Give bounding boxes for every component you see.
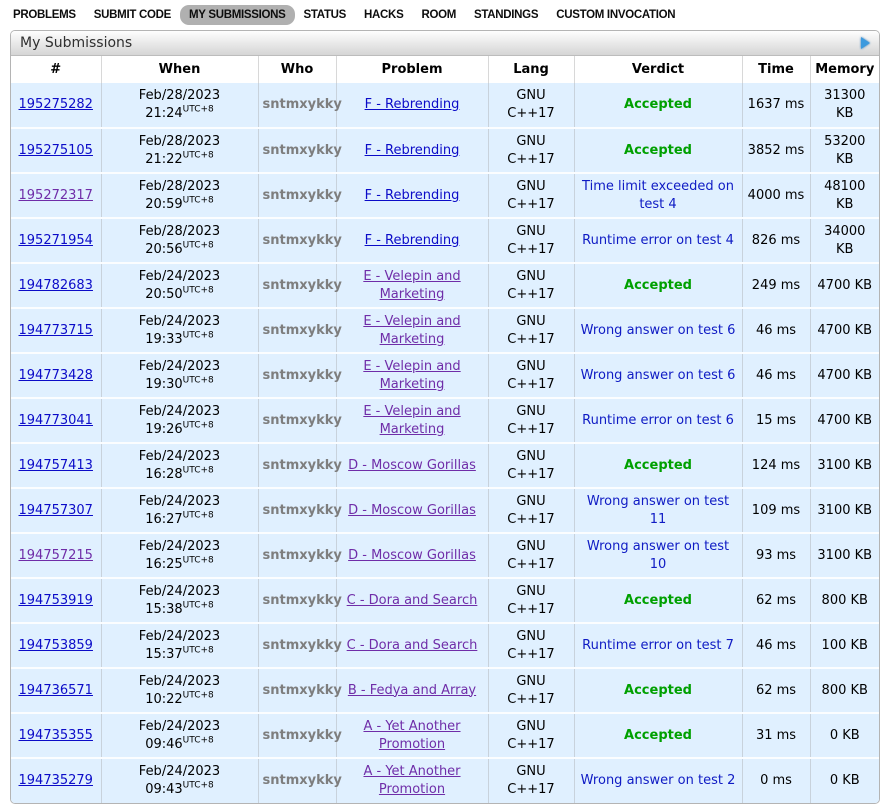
submission-lang: GNU C++17 (488, 578, 574, 623)
table-row (11, 173, 879, 218)
expand-arrow-icon[interactable] (861, 37, 870, 49)
submission-when (101, 578, 258, 623)
problem-link[interactable]: E - Velepin and Marketing (363, 313, 461, 347)
memory-used: 4700 KB (810, 263, 879, 308)
header-memory: Memory (810, 56, 879, 83)
verdict-text[interactable]: Accepted (624, 727, 692, 743)
problem-link[interactable]: C - Dora and Search (346, 592, 478, 608)
execution-time: 1637 ms (742, 83, 810, 128)
submission-time: $16:25^{UTC+8}$ (145, 555, 214, 572)
submission-author[interactable]: sntmxykky (262, 727, 342, 743)
submission-id-link[interactable]: 195271954 (18, 232, 93, 248)
submission-author[interactable]: sntmxykky (262, 142, 342, 158)
submission-when (101, 173, 258, 218)
submission-date: Feb/24/2023 (138, 403, 221, 419)
submission-when (101, 713, 258, 758)
submission-date: Feb/24/2023 (138, 583, 221, 599)
submission-lang: GNU C++17 (488, 83, 574, 128)
submission-when (101, 218, 258, 263)
verdict-text[interactable]: Accepted (624, 97, 692, 112)
verdict-text[interactable]: Accepted (624, 592, 692, 608)
submission-id-link[interactable]: 194753859 (18, 637, 93, 653)
execution-time: 15 ms (742, 398, 810, 443)
table-row (11, 218, 879, 263)
submission-lang: GNU C++17 (488, 443, 574, 488)
execution-time: 46 ms (742, 353, 810, 398)
submission-time: $21:24^{UTC+8}$ (145, 104, 214, 121)
submission-lang: GNU C++17 (488, 533, 574, 578)
submission-lang: GNU C++17 (488, 353, 574, 398)
submission-id-link[interactable]: 195275282 (18, 97, 93, 112)
submission-date: Feb/24/2023 (138, 718, 221, 734)
memory-used: 100 KB (810, 623, 879, 668)
submission-lang: GNU C++17 (488, 128, 574, 173)
table-row (11, 623, 879, 668)
submission-author[interactable]: sntmxykky (262, 367, 342, 383)
submission-date: Feb/24/2023 (138, 358, 221, 374)
nav-item-custom-invocation[interactable]: CUSTOM INVOCATION (556, 9, 676, 21)
memory-used: 4700 KB (810, 308, 879, 353)
execution-time: 62 ms (742, 668, 810, 713)
header-time: Time (742, 56, 810, 83)
memory-used: 4700 KB (810, 398, 879, 443)
table-row (11, 713, 879, 758)
my-submissions-widget (10, 30, 880, 804)
table-row (11, 578, 879, 623)
submission-when (101, 398, 258, 443)
verdict-text[interactable]: Accepted (624, 682, 692, 698)
submission-author[interactable]: sntmxykky (262, 232, 342, 248)
problem-link[interactable]: E - Velepin and Marketing (363, 268, 461, 302)
execution-time: 0 ms (742, 758, 810, 803)
submission-id-link[interactable]: 194757413 (18, 457, 93, 473)
submission-date: Feb/28/2023 (138, 133, 221, 149)
submission-date: Feb/28/2023 (138, 223, 221, 239)
nav-item-status[interactable]: STATUS (303, 9, 347, 21)
submission-author[interactable]: sntmxykky (262, 187, 342, 203)
submission-author[interactable]: sntmxykky (262, 502, 342, 518)
header-problem: Problem (336, 56, 488, 83)
submission-time: $16:27^{UTC+8}$ (145, 510, 214, 527)
table-row (11, 758, 879, 803)
submission-time: $09:43^{UTC+8}$ (145, 780, 214, 797)
submission-when (101, 353, 258, 398)
problem-link[interactable]: D - Moscow Gorillas (348, 457, 476, 473)
submission-time: $09:46^{UTC+8}$ (145, 735, 214, 752)
submission-lang: GNU C++17 (488, 713, 574, 758)
execution-time: 124 ms (742, 443, 810, 488)
submission-lang: GNU C++17 (488, 398, 574, 443)
submission-time: $16:28^{UTC+8}$ (145, 465, 214, 482)
submission-id-link[interactable]: 194757215 (18, 547, 93, 563)
problem-link[interactable]: D - Moscow Gorillas (348, 547, 476, 563)
execution-time: 109 ms (742, 488, 810, 533)
problem-link[interactable]: B - Fedya and Array (347, 682, 477, 698)
header-when: When (101, 56, 258, 83)
submission-when (101, 668, 258, 713)
memory-used: 53200 KB (810, 128, 879, 173)
submission-date: Feb/28/2023 (138, 88, 221, 103)
submission-author[interactable]: sntmxykky (262, 637, 342, 653)
submission-when (101, 623, 258, 668)
submission-id-link[interactable]: 194735279 (18, 773, 93, 788)
submission-date: Feb/28/2023 (138, 178, 221, 194)
memory-used: 3100 KB (810, 488, 879, 533)
submission-when (101, 308, 258, 353)
submission-when (101, 758, 258, 803)
problem-link[interactable]: E - Velepin and Marketing (363, 358, 461, 392)
submission-lang: GNU C++17 (488, 623, 574, 668)
submission-id-link[interactable]: 194736571 (18, 682, 93, 698)
submission-author[interactable]: sntmxykky (262, 322, 342, 338)
table-row (11, 443, 879, 488)
verdict-text[interactable]: Runtime error on test 6 (582, 412, 734, 428)
execution-time: 3852 ms (742, 128, 810, 173)
verdict-text[interactable]: Runtime error on test 7 (582, 637, 734, 653)
submission-id-link[interactable]: 194773041 (18, 412, 93, 428)
submission-time: $20:59^{UTC+8}$ (145, 195, 214, 212)
submission-lang: GNU C++17 (488, 308, 574, 353)
memory-used: 3100 KB (810, 533, 879, 578)
execution-time: 46 ms (742, 623, 810, 668)
submission-lang: GNU C++17 (488, 758, 574, 803)
table-row (11, 308, 879, 353)
contest-nav (0, 0, 890, 30)
problem-link[interactable]: E - Velepin and Marketing (363, 403, 461, 437)
execution-time: 46 ms (742, 308, 810, 353)
submission-id-link[interactable]: 195272317 (18, 187, 93, 203)
table-row (11, 488, 879, 533)
submission-date: Feb/24/2023 (138, 673, 221, 689)
submission-id-link[interactable]: 194782683 (18, 277, 93, 293)
header-id: # (11, 56, 101, 83)
verdict-text[interactable]: Accepted (624, 457, 692, 473)
submission-when (101, 263, 258, 308)
submission-time: $15:37^{UTC+8}$ (145, 645, 214, 662)
header-verdict: Verdict (574, 56, 742, 83)
nav-item-submit-code[interactable]: SUBMIT CODE (93, 9, 171, 21)
verdict-text[interactable]: Wrong answer on test 10 (586, 538, 730, 572)
execution-time: 31 ms (742, 713, 810, 758)
submission-when (101, 443, 258, 488)
memory-used: 31300 KB (810, 83, 879, 128)
nav-item-room[interactable]: ROOM (421, 9, 457, 21)
memory-used: 34000 KB (810, 218, 879, 263)
verdict-text[interactable]: Wrong answer on test 6 (580, 322, 736, 338)
submission-author[interactable]: sntmxykky (262, 592, 342, 608)
problem-link[interactable]: A - Yet Another Promotion (363, 764, 461, 797)
submission-time: $19:30^{UTC+8}$ (145, 375, 214, 392)
header-lang: Lang (488, 56, 574, 83)
submission-author[interactable]: sntmxykky (262, 457, 342, 473)
execution-time: 249 ms (742, 263, 810, 308)
memory-used: 0 KB (810, 758, 879, 803)
submission-lang: GNU C++17 (488, 263, 574, 308)
problem-link[interactable]: A - Yet Another Promotion (363, 718, 461, 752)
memory-used: 0 KB (810, 713, 879, 758)
memory-used: 4700 KB (810, 353, 879, 398)
widget-title: My Submissions (20, 35, 133, 51)
submission-id-link[interactable]: 194773428 (18, 367, 93, 383)
submission-author[interactable]: sntmxykky (262, 97, 342, 112)
submission-time: $20:50^{UTC+8}$ (145, 285, 214, 302)
submission-date: Feb/24/2023 (138, 538, 221, 554)
table-row (11, 263, 879, 308)
submission-id-link[interactable]: 194753919 (18, 592, 93, 608)
problem-link[interactable]: C - Dora and Search (346, 637, 478, 653)
submission-when (101, 488, 258, 533)
verdict-text[interactable]: Wrong answer on test 11 (586, 493, 730, 527)
verdict-text[interactable]: Wrong answer on test 2 (580, 773, 736, 788)
submission-date: Feb/24/2023 (138, 268, 221, 284)
submission-id-link[interactable]: 194757307 (18, 502, 93, 518)
memory-used: 800 KB (810, 578, 879, 623)
memory-used: 48100 KB (810, 173, 879, 218)
submission-time: $15:38^{UTC+8}$ (145, 600, 214, 617)
submission-author[interactable]: sntmxykky (262, 412, 342, 428)
execution-time: 826 ms (742, 218, 810, 263)
submission-id-link[interactable]: 194773715 (18, 322, 93, 338)
submission-when (101, 83, 258, 128)
table-row (11, 128, 879, 173)
submission-time: $10:22^{UTC+8}$ (145, 690, 214, 707)
memory-used: 800 KB (810, 668, 879, 713)
submission-lang: GNU C++17 (488, 668, 574, 713)
submission-id-link[interactable]: 195275105 (18, 142, 93, 158)
submission-date: Feb/24/2023 (138, 493, 221, 509)
submission-lang: GNU C++17 (488, 173, 574, 218)
verdict-text[interactable]: Time limit exceeded on test 4 (582, 178, 734, 212)
submission-date: Feb/24/2023 (138, 313, 221, 329)
submission-date: Feb/24/2023 (138, 628, 221, 644)
table-row (11, 668, 879, 713)
problem-link[interactable]: F - Rebrending (364, 97, 460, 112)
table-row (11, 83, 879, 128)
submission-time: $21:22^{UTC+8}$ (145, 150, 214, 167)
submission-date: Feb/24/2023 (138, 448, 221, 464)
execution-time: 62 ms (742, 578, 810, 623)
submission-date: Feb/24/2023 (138, 764, 221, 779)
table-row (11, 353, 879, 398)
header-who: Who (258, 56, 336, 83)
submission-author[interactable]: sntmxykky (262, 682, 342, 698)
submission-lang: GNU C++17 (488, 218, 574, 263)
widget-caption-bar (11, 31, 879, 56)
verdict-text[interactable]: Accepted (624, 277, 692, 293)
submission-time: $20:56^{UTC+8}$ (145, 240, 214, 257)
submissions-table (11, 56, 879, 803)
verdict-text[interactable]: Accepted (624, 142, 692, 158)
verdict-text[interactable]: Wrong answer on test 6 (580, 367, 736, 383)
submission-author[interactable]: sntmxykky (262, 277, 342, 293)
nav-item-hacks[interactable]: HACKS (364, 9, 404, 21)
submission-when (101, 128, 258, 173)
table-row (11, 398, 879, 443)
nav-item-my-submissions[interactable]: MY SUBMISSIONS (180, 5, 295, 25)
verdict-text[interactable]: Runtime error on test 4 (582, 232, 734, 248)
problem-link[interactable]: F - Rebrending (364, 187, 460, 203)
execution-time: 4000 ms (742, 173, 810, 218)
problem-link[interactable]: F - Rebrending (364, 142, 460, 158)
nav-item-standings[interactable]: STANDINGS (474, 9, 539, 21)
submission-lang: GNU C++17 (488, 488, 574, 533)
nav-item-problems[interactable]: PROBLEMS (13, 9, 76, 21)
submission-time: $19:26^{UTC+8}$ (145, 420, 214, 437)
table-header-row (11, 56, 879, 83)
problem-link[interactable]: D - Moscow Gorillas (348, 502, 476, 518)
submission-author[interactable]: sntmxykky (262, 547, 342, 563)
submission-when (101, 533, 258, 578)
execution-time: 93 ms (742, 533, 810, 578)
submission-author[interactable]: sntmxykky (262, 773, 342, 788)
submissions-tbody (11, 83, 879, 803)
submission-time: $19:33^{UTC+8}$ (145, 330, 214, 347)
problem-link[interactable]: F - Rebrending (364, 232, 460, 248)
submission-id-link[interactable]: 194735355 (18, 727, 93, 743)
table-row (11, 533, 879, 578)
memory-used: 3100 KB (810, 443, 879, 488)
